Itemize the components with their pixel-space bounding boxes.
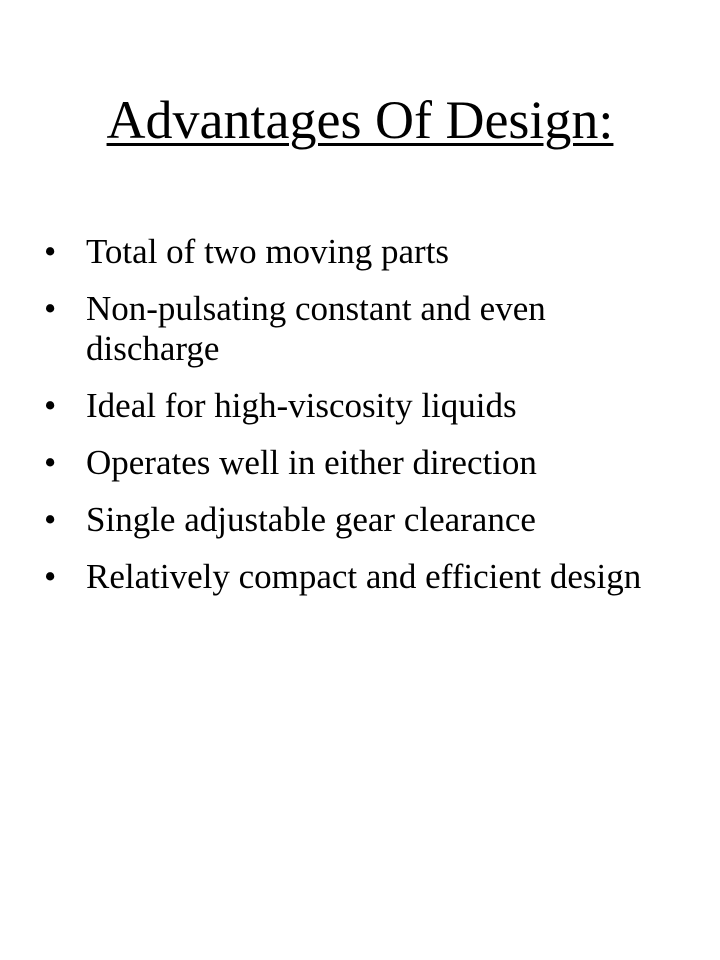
bullet-icon: •: [44, 289, 57, 328]
bullet-item: [44, 386, 684, 426]
bullet-item: [44, 289, 684, 369]
bullet-item: [44, 557, 684, 597]
bullet-icon: •: [44, 443, 57, 482]
bullet-text: Non-pulsating constant and even discharge: [86, 289, 546, 368]
bullet-text: Operates well in either direction: [86, 443, 537, 482]
bullet-icon: •: [44, 500, 57, 539]
bullet-icon: •: [44, 557, 57, 596]
bullet-list: [44, 232, 684, 614]
bullet-text: Relatively compact and efficient design: [86, 557, 642, 596]
bullet-item: [44, 500, 684, 540]
bullet-text: Single adjustable gear clearance: [86, 500, 536, 539]
bullet-icon: •: [44, 232, 57, 271]
slide-title: Advantages Of Design:: [106, 90, 614, 150]
bullet-icon: •: [44, 386, 57, 425]
bullet-item: [44, 443, 684, 483]
bullet-item: [44, 232, 684, 272]
bullet-text: Total of two moving parts: [86, 232, 450, 271]
bullet-text: Ideal for high-viscosity liquids: [86, 386, 517, 425]
